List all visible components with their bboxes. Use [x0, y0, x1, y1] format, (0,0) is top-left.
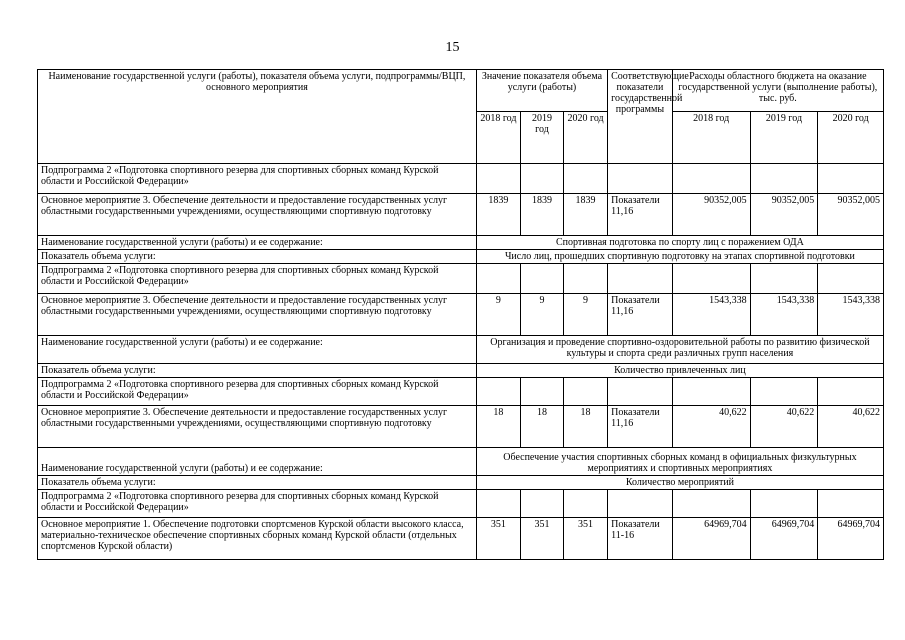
- service-label: Наименование государственной услуги (работы) и ее содержание:: [38, 336, 477, 364]
- expense-cell: 1543,338: [750, 294, 818, 336]
- activity-cell: Основное мероприятие 3. Обеспечение деятельности и предоставление государственных услуг областными государственными учреждениями, осуществляющими спортивную подготовку: [38, 194, 477, 236]
- volume-label: Показатель объема услуги:: [38, 250, 477, 264]
- header-year: 2019 год: [520, 112, 563, 164]
- expense-cell: 64969,704: [818, 518, 884, 560]
- header-year: 2018 год: [672, 112, 750, 164]
- activity-cell: Основное мероприятие 3. Обеспечение деятельности и предоставление государственных услуг областными государственными учреждениями, осуществляющими спортивную подготовку: [38, 294, 477, 336]
- service-name: Спортивная подготовка по спорту лиц с поражением ОДА: [476, 236, 883, 250]
- header-year: 2019 год: [750, 112, 818, 164]
- activity-cell: Основное мероприятие 1. Обеспечение подготовки спортсменов Курской области высокого класса, материально-техническое обеспечение спортивных сборных команд Курской области (отдельных спортсменов Курской области): [38, 518, 477, 560]
- value-cell: 18: [564, 406, 608, 448]
- subprogram-cell: Подпрограмма 2 «Подготовка спортивного резерва для спортивных сборных команд Курской области и Российской Федерации»: [38, 378, 477, 406]
- header-year: 2018 год: [476, 112, 520, 164]
- volume-label: Показатель объема услуги:: [38, 476, 477, 490]
- expense-cell: 64969,704: [672, 518, 750, 560]
- value-cell: 1839: [564, 194, 608, 236]
- indicator-cell: Показатели 11-16: [608, 518, 673, 560]
- expense-cell: 90352,005: [750, 194, 818, 236]
- expense-cell: 40,622: [672, 406, 750, 448]
- header-year: 2020 год: [564, 112, 608, 164]
- service-name: Обеспечение участия спортивных сборных команд в официальных физкультурных мероприятиях и спортивных мероприятиях: [476, 448, 883, 476]
- value-cell: 18: [476, 406, 520, 448]
- volume-indicator: Число лиц, прошедших спортивную подготовку на этапах спортивной подготовки: [476, 250, 883, 264]
- expense-cell: 1543,338: [818, 294, 884, 336]
- header-name-column: Наименование государственной услуги (работы), показателя объема услуги, подпрограммы/ВЦП, основного мероприятия: [38, 70, 477, 164]
- indicator-cell: Показатели 11,16: [608, 194, 673, 236]
- subprogram-cell: Подпрограмма 2 «Подготовка спортивного резерва для спортивных сборных команд Курской области и Российской Федерации»: [38, 264, 477, 294]
- service-label: Наименование государственной услуги (работы) и ее содержание:: [38, 448, 477, 476]
- header-year: 2020 год: [818, 112, 884, 164]
- value-cell: 351: [476, 518, 520, 560]
- volume-label: Показатель объема услуги:: [38, 364, 477, 378]
- activity-cell: Основное мероприятие 3. Обеспечение деятельности и предоставление государственных услуг областными государственными учреждениями, осуществляющими спортивную подготовку: [38, 406, 477, 448]
- budget-table: [37, 69, 884, 560]
- header-indicators: Соответствующие показатели государственной программы: [608, 70, 673, 164]
- value-cell: 1839: [476, 194, 520, 236]
- value-cell: 351: [564, 518, 608, 560]
- expense-cell: 40,622: [818, 406, 884, 448]
- volume-indicator: Количество мероприятий: [476, 476, 883, 490]
- indicator-cell: Показатели 11,16: [608, 406, 673, 448]
- expense-cell: 90352,005: [818, 194, 884, 236]
- header-values-group: Значение показателя объема услуги (работы): [476, 70, 607, 112]
- page-number: 15: [445, 40, 460, 55]
- service-name: Организация и проведение спортивно-оздоровительной работы по развитию физической культуры и спорта среди различных групп населения: [476, 336, 883, 364]
- value-cell: 9: [476, 294, 520, 336]
- expense-cell: 90352,005: [672, 194, 750, 236]
- header-expenses-group: Расходы областного бюджета на оказание государственной услуги (выполнение работы), тыс. руб.: [672, 70, 883, 112]
- service-label: Наименование государственной услуги (работы) и ее содержание:: [38, 236, 477, 250]
- indicator-cell: Показатели 11,16: [608, 294, 673, 336]
- expense-cell: 40,622: [750, 406, 818, 448]
- expense-cell: 64969,704: [750, 518, 818, 560]
- subprogram-cell: Подпрограмма 2 «Подготовка спортивного резерва для спортивных сборных команд Курской области и Российской Федерации»: [38, 164, 477, 194]
- value-cell: 1839: [520, 194, 563, 236]
- value-cell: 9: [520, 294, 563, 336]
- value-cell: 351: [520, 518, 563, 560]
- volume-indicator: Количество привлеченных лиц: [476, 364, 883, 378]
- value-cell: 9: [564, 294, 608, 336]
- expense-cell: 1543,338: [672, 294, 750, 336]
- value-cell: 18: [520, 406, 563, 448]
- subprogram-cell: Подпрограмма 2 «Подготовка спортивного резерва для спортивных сборных команд Курской области и Российской Федерации»: [38, 490, 477, 518]
